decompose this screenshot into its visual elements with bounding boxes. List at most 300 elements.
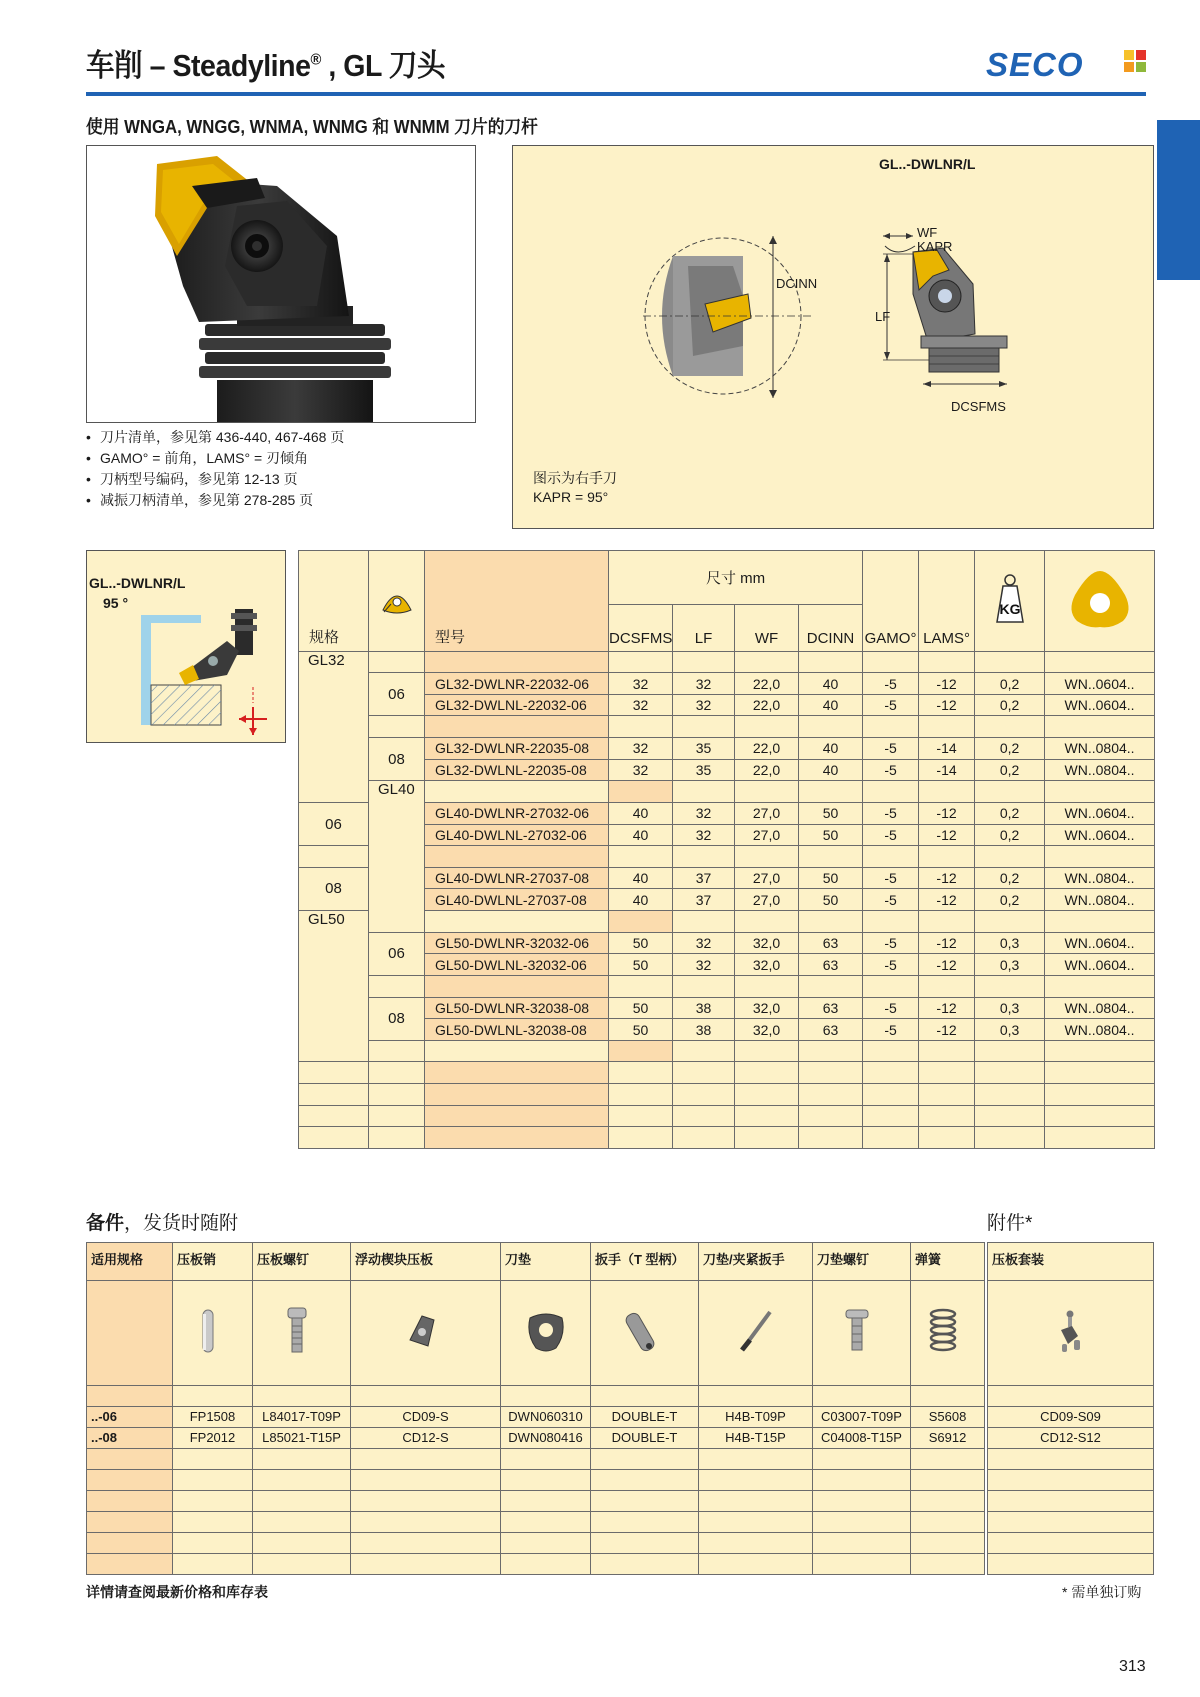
empty-cell	[591, 1385, 699, 1406]
empty-cell	[609, 781, 673, 803]
empty-cell	[863, 1105, 919, 1127]
lams-cell: -12	[919, 694, 975, 716]
part-number-cell: DWN080416	[501, 1427, 591, 1448]
accessories-table	[987, 1242, 1154, 1575]
empty-cell	[673, 846, 735, 868]
accessory-icon-cell	[988, 1280, 1154, 1385]
gamo-cell: -5	[863, 889, 919, 911]
spares-icon-cell	[501, 1280, 591, 1385]
spares-spacer-row	[988, 1448, 1154, 1469]
accessory-part-cell: CD09-S09	[988, 1406, 1154, 1427]
header-lams: LAMS°	[919, 551, 975, 652]
empty-cell	[425, 716, 609, 738]
table-spacer-row	[299, 1084, 1155, 1106]
dcsfms-label: DCSFMS	[951, 399, 1006, 414]
designation-cell: GL32-DWLNL-22035-08	[425, 759, 609, 781]
empty-cell	[591, 1448, 699, 1469]
key-icon	[736, 1306, 776, 1356]
empty-cell	[813, 1511, 911, 1532]
empty-cell	[609, 911, 673, 933]
table-spacer-row	[299, 1105, 1155, 1127]
dcsfms-cell: 50	[609, 1019, 673, 1041]
empty-cell	[919, 1105, 975, 1127]
gamo-cell: -5	[863, 997, 919, 1019]
lf-cell: 35	[673, 759, 735, 781]
empty-cell	[369, 975, 425, 997]
empty-cell	[975, 1105, 1045, 1127]
empty-cell	[673, 1062, 735, 1084]
table-row	[299, 954, 1155, 976]
spares-spacer-row	[87, 1532, 985, 1553]
dcinn-cell: 63	[799, 954, 863, 976]
empty-cell	[253, 1532, 351, 1553]
dcinn-cell: 50	[799, 867, 863, 889]
empty-cell	[351, 1511, 501, 1532]
empty-cell	[735, 975, 799, 997]
table-row	[299, 694, 1155, 716]
lf-cell: 32	[673, 824, 735, 846]
empty-cell	[975, 1127, 1045, 1149]
empty-cell	[919, 1127, 975, 1149]
empty-cell	[673, 651, 735, 673]
empty-cell	[173, 1511, 253, 1532]
empty-cell	[699, 1490, 813, 1511]
empty-cell	[799, 975, 863, 997]
designation-cell: GL40-DWLNR-27037-08	[425, 867, 609, 889]
table-row	[299, 1019, 1155, 1041]
empty-cell	[299, 1105, 369, 1127]
empty-cell	[988, 1511, 1154, 1532]
empty-cell	[351, 1448, 501, 1469]
empty-cell	[699, 1385, 813, 1406]
empty-cell	[501, 1469, 591, 1490]
gamo-cell: -5	[863, 759, 919, 781]
empty-cell	[735, 781, 799, 803]
empty-cell	[735, 1084, 799, 1106]
footer-note-right: * 需单独订购	[1062, 1584, 1142, 1600]
empty-cell	[673, 716, 735, 738]
empty-cell	[863, 781, 919, 803]
designation-cell: GL40-DWLNR-27032-06	[425, 802, 609, 824]
empty-cell	[253, 1511, 351, 1532]
insert-cell: WN..0804..	[1045, 738, 1155, 760]
empty-cell	[735, 651, 799, 673]
lf-cell: 37	[673, 867, 735, 889]
empty-cell	[369, 1040, 425, 1062]
empty-cell	[609, 846, 673, 868]
spares-spacer-row	[87, 1448, 985, 1469]
empty-cell	[425, 1127, 609, 1149]
kg-cell: 0,3	[975, 997, 1045, 1019]
table-spacer-row	[299, 975, 1155, 997]
designation-cell: GL32-DWLNL-22032-06	[425, 694, 609, 716]
empty-cell	[1045, 781, 1155, 803]
empty-cell	[863, 716, 919, 738]
dcsfms-cell: 40	[609, 889, 673, 911]
kg-cell: 0,2	[975, 867, 1045, 889]
empty-cell	[975, 911, 1045, 933]
wf-label: WF	[917, 225, 938, 240]
empty-cell	[735, 1127, 799, 1149]
empty-cell	[799, 781, 863, 803]
empty-cell	[591, 1490, 699, 1511]
empty-cell	[501, 1511, 591, 1532]
table-row	[299, 824, 1155, 846]
empty-cell	[975, 975, 1045, 997]
empty-cell	[253, 1448, 351, 1469]
empty-cell	[735, 1105, 799, 1127]
dcsfms-cell: 40	[609, 802, 673, 824]
gamo-cell: -5	[863, 738, 919, 760]
empty-cell	[799, 1062, 863, 1084]
empty-cell	[699, 1511, 813, 1532]
header-rule	[86, 92, 1146, 96]
weight-icon	[989, 572, 1031, 626]
footer-note-left: 详情请查阅最新价格和库存表	[86, 1584, 268, 1600]
wf-cell: 32,0	[735, 932, 799, 954]
dcinn-cell: 50	[799, 802, 863, 824]
dcsfms-cell: 32	[609, 694, 673, 716]
empty-cell	[369, 1127, 425, 1149]
kg-cell: 0,3	[975, 932, 1045, 954]
op-title: GL..-DWLNR/L	[89, 575, 186, 591]
wf-cell: 27,0	[735, 824, 799, 846]
empty-cell	[351, 1532, 501, 1553]
insert-cell: WN..0604..	[1045, 932, 1155, 954]
group-label: GL32	[299, 651, 369, 802]
empty-cell	[919, 1084, 975, 1106]
header-wf: WF	[735, 605, 799, 651]
lams-cell: -12	[919, 673, 975, 695]
empty-cell	[501, 1385, 591, 1406]
empty-cell	[988, 1532, 1154, 1553]
insert-size: 08	[299, 867, 369, 910]
empty-cell	[1045, 1084, 1155, 1106]
svg-text:KG: KG	[999, 601, 1021, 618]
empty-cell	[173, 1553, 253, 1574]
empty-cell	[1045, 975, 1155, 997]
dcinn-cell: 50	[799, 824, 863, 846]
empty-cell	[351, 1469, 501, 1490]
empty-cell	[799, 1127, 863, 1149]
part-number-cell: FP1508	[173, 1406, 253, 1427]
empty-cell	[591, 1469, 699, 1490]
empty-cell	[87, 1490, 173, 1511]
empty-cell	[911, 1469, 985, 1490]
insert-cell: WN..0804..	[1045, 759, 1155, 781]
empty-cell	[253, 1553, 351, 1574]
gamo-cell: -5	[863, 1019, 919, 1041]
empty-cell	[975, 1084, 1045, 1106]
empty-cell	[87, 1469, 173, 1490]
diagram-title: GL..-DWLNR/L	[879, 156, 976, 172]
pin-icon	[193, 1306, 233, 1356]
spares-row	[87, 1406, 985, 1427]
part-number-cell: C03007-T09P	[813, 1406, 911, 1427]
empty-cell	[425, 1040, 609, 1062]
wf-cell: 27,0	[735, 889, 799, 911]
part-number-cell: CD12-S	[351, 1427, 501, 1448]
empty-cell	[863, 651, 919, 673]
lams-cell: -12	[919, 824, 975, 846]
spares-header: 压板螺钉	[253, 1243, 351, 1281]
shim-icon	[526, 1306, 566, 1356]
empty-cell	[699, 1448, 813, 1469]
header-dims-group: 尺寸 mm	[609, 551, 863, 605]
table-row	[299, 867, 1155, 889]
spares-spacer-row	[988, 1511, 1154, 1532]
empty-cell	[673, 1127, 735, 1149]
empty-cell	[87, 1511, 173, 1532]
dcsfms-cell: 50	[609, 997, 673, 1019]
wf-cell: 27,0	[735, 802, 799, 824]
dcinn-cell: 50	[799, 889, 863, 911]
diagram-caption-kapr: KAPR = 95°	[533, 489, 609, 505]
empty-cell	[799, 911, 863, 933]
empty-cell	[673, 1105, 735, 1127]
header-dcsfms: DCSFMS	[609, 605, 673, 651]
spares-header: 弹簧	[911, 1243, 985, 1281]
boring-operation-icon	[127, 591, 287, 741]
empty-cell	[813, 1385, 911, 1406]
empty-cell	[425, 1105, 609, 1127]
spring-icon	[928, 1306, 968, 1356]
kg-cell: 0,2	[975, 802, 1045, 824]
dcsfms-cell: 50	[609, 932, 673, 954]
accessory-header: 压板套装	[988, 1243, 1154, 1281]
dcinn-cell: 63	[799, 1019, 863, 1041]
empty-cell	[813, 1469, 911, 1490]
empty-cell	[609, 716, 673, 738]
clamp-kit-icon	[1056, 1306, 1086, 1356]
designation-cell: GL50-DWLNR-32038-08	[425, 997, 609, 1019]
table-spacer-row	[299, 1062, 1155, 1084]
group-label: GL50	[299, 911, 369, 1062]
empty-cell	[501, 1490, 591, 1511]
empty-cell	[609, 1127, 673, 1149]
lf-cell: 35	[673, 738, 735, 760]
empty-cell	[799, 1040, 863, 1062]
empty-cell	[299, 1062, 369, 1084]
empty-cell	[609, 1062, 673, 1084]
insert-cell: WN..0804..	[1045, 997, 1155, 1019]
note-item: • 刀柄型号编码，参见第 12-13 页	[86, 469, 344, 490]
empty-cell	[863, 846, 919, 868]
spares-spacer-row	[87, 1511, 985, 1532]
empty-cell	[1045, 716, 1155, 738]
empty-cell	[975, 846, 1045, 868]
dcsfms-cell: 40	[609, 867, 673, 889]
operation-diagram	[86, 550, 286, 743]
designation-cell: GL50-DWLNL-32032-06	[425, 954, 609, 976]
empty-cell	[919, 716, 975, 738]
spares-table	[86, 1242, 985, 1575]
empty-cell	[919, 1062, 975, 1084]
lf-cell: 32	[673, 932, 735, 954]
empty-cell	[988, 1448, 1154, 1469]
table-row	[299, 997, 1155, 1019]
part-number-cell: DOUBLE-T	[591, 1427, 699, 1448]
part-number-cell: DOUBLE-T	[591, 1406, 699, 1427]
empty-cell	[735, 1062, 799, 1084]
holder-table	[298, 550, 1155, 1149]
spares-spacer-row	[87, 1469, 985, 1490]
spares-spacer-row	[988, 1553, 1154, 1574]
lf-cell: 38	[673, 997, 735, 1019]
empty-cell	[863, 1084, 919, 1106]
gamo-cell: -5	[863, 954, 919, 976]
lams-cell: -14	[919, 759, 975, 781]
t-wrench-icon	[625, 1306, 665, 1356]
table-row	[299, 802, 1155, 824]
table-row	[299, 932, 1155, 954]
lf-label: LF	[875, 309, 891, 324]
empty-cell	[799, 1084, 863, 1106]
empty-cell	[1045, 911, 1155, 933]
spares-header: 扳手（T 型柄）	[591, 1243, 699, 1281]
table-row	[299, 738, 1155, 760]
empty-cell	[735, 1040, 799, 1062]
dcsfms-cell: 50	[609, 954, 673, 976]
empty-cell	[501, 1448, 591, 1469]
empty-cell	[919, 846, 975, 868]
insert-cell: WN..0604..	[1045, 954, 1155, 976]
empty-cell	[911, 1385, 985, 1406]
table-row	[299, 889, 1155, 911]
empty-cell	[988, 1490, 1154, 1511]
empty-cell	[1045, 651, 1155, 673]
empty-cell	[425, 846, 609, 868]
empty-cell	[919, 911, 975, 933]
empty-cell	[813, 1553, 911, 1574]
table-row	[299, 759, 1155, 781]
spares-icon-cell	[351, 1280, 501, 1385]
empty-cell	[173, 1532, 253, 1553]
insert-size: 06	[369, 932, 425, 975]
insert-size: 08	[369, 738, 425, 781]
accessory-part-cell: CD12-S12	[988, 1427, 1154, 1448]
dcsfms-cell: 32	[609, 759, 673, 781]
empty-cell	[609, 1105, 673, 1127]
empty-cell	[425, 911, 609, 933]
dcinn-cell: 63	[799, 997, 863, 1019]
spares-spacer-row	[988, 1490, 1154, 1511]
insert-cell: WN..0804..	[1045, 867, 1155, 889]
notes-list	[86, 427, 344, 511]
note-item: • 减振刀柄清单，参见第 278-285 页	[86, 490, 344, 511]
kapr-label: KAPR	[917, 239, 953, 254]
empty-cell	[1045, 1105, 1155, 1127]
spares-header: 压板销	[173, 1243, 253, 1281]
bore-section-drawing	[633, 226, 833, 406]
wf-cell: 22,0	[735, 673, 799, 695]
floating-wedge-icon	[406, 1306, 446, 1356]
wf-cell: 32,0	[735, 997, 799, 1019]
header-dcinn: DCINN	[799, 605, 863, 651]
empty-cell	[87, 1385, 173, 1406]
insert-cell: WN..0804..	[1045, 1019, 1155, 1041]
page-number: 313	[1119, 1658, 1146, 1675]
kg-cell: 0,2	[975, 824, 1045, 846]
spares-header: 刀垫螺钉	[813, 1243, 911, 1281]
empty-cell	[173, 1385, 253, 1406]
empty-cell	[1045, 1040, 1155, 1062]
empty-cell	[975, 781, 1045, 803]
insert-size: 06	[369, 673, 425, 716]
lams-cell: -12	[919, 954, 975, 976]
empty-cell	[501, 1532, 591, 1553]
empty-cell	[87, 1532, 173, 1553]
table-spacer-row	[299, 716, 1155, 738]
accessory-row	[988, 1427, 1154, 1448]
empty-cell	[975, 651, 1045, 673]
empty-cell	[975, 716, 1045, 738]
kg-cell: 0,2	[975, 889, 1045, 911]
part-number-cell: L84017-T09P	[253, 1406, 351, 1427]
lams-cell: -12	[919, 997, 975, 1019]
spares-icon-cell	[911, 1280, 985, 1385]
spares-icon-cell	[699, 1280, 813, 1385]
empty-cell	[919, 781, 975, 803]
lams-cell: -12	[919, 1019, 975, 1041]
dcinn-cell: 40	[799, 694, 863, 716]
empty-cell	[799, 846, 863, 868]
dimension-drawing-panel	[512, 145, 1154, 529]
empty-cell	[369, 716, 425, 738]
insert-cell: WN..0604..	[1045, 824, 1155, 846]
empty-cell	[501, 1553, 591, 1574]
empty-cell	[673, 781, 735, 803]
lams-cell: -12	[919, 932, 975, 954]
empty-cell	[863, 1127, 919, 1149]
dcinn-cell: 40	[799, 738, 863, 760]
page-title: 车削 – Steadyline® , GL 刀头	[86, 48, 446, 83]
shim-screw-icon	[842, 1306, 882, 1356]
group-row	[299, 781, 1155, 803]
table-spacer-row	[299, 1127, 1155, 1149]
header-weight	[975, 551, 1045, 652]
empty-cell	[673, 911, 735, 933]
empty-cell	[425, 651, 609, 673]
product-photo	[86, 145, 476, 423]
designation-cell: GL32-DWLNR-22032-06	[425, 673, 609, 695]
spares-header: 刀垫/夹紧扳手	[699, 1243, 813, 1281]
empty-cell	[813, 1490, 911, 1511]
gamo-cell: -5	[863, 932, 919, 954]
spares-spacer-row	[988, 1469, 1154, 1490]
empty-cell	[699, 1469, 813, 1490]
empty-cell	[425, 781, 609, 803]
lams-cell: -12	[919, 802, 975, 824]
gamo-cell: -5	[863, 802, 919, 824]
part-number-cell: H4B-T15P	[699, 1427, 813, 1448]
empty-cell	[369, 1105, 425, 1127]
empty-cell	[911, 1511, 985, 1532]
empty-cell	[609, 651, 673, 673]
empty-cell	[799, 1105, 863, 1127]
diagram-caption-hand: 图示为右手刀	[533, 470, 617, 486]
accessory-row	[988, 1406, 1154, 1427]
empty-cell	[369, 1084, 425, 1106]
part-number-cell: S5608	[911, 1406, 985, 1427]
dcsfms-cell: 40	[609, 824, 673, 846]
part-number-cell: C04008-T15P	[813, 1427, 911, 1448]
applicable-size-cell: ..-06	[87, 1406, 173, 1427]
page-subtitle: 使用 WNGA, WNGG, WNMA, WNMG 和 WNMM 刀片的刀杆	[86, 117, 538, 137]
empty-cell	[173, 1490, 253, 1511]
empty-cell	[351, 1490, 501, 1511]
insert-size: 08	[369, 997, 425, 1040]
